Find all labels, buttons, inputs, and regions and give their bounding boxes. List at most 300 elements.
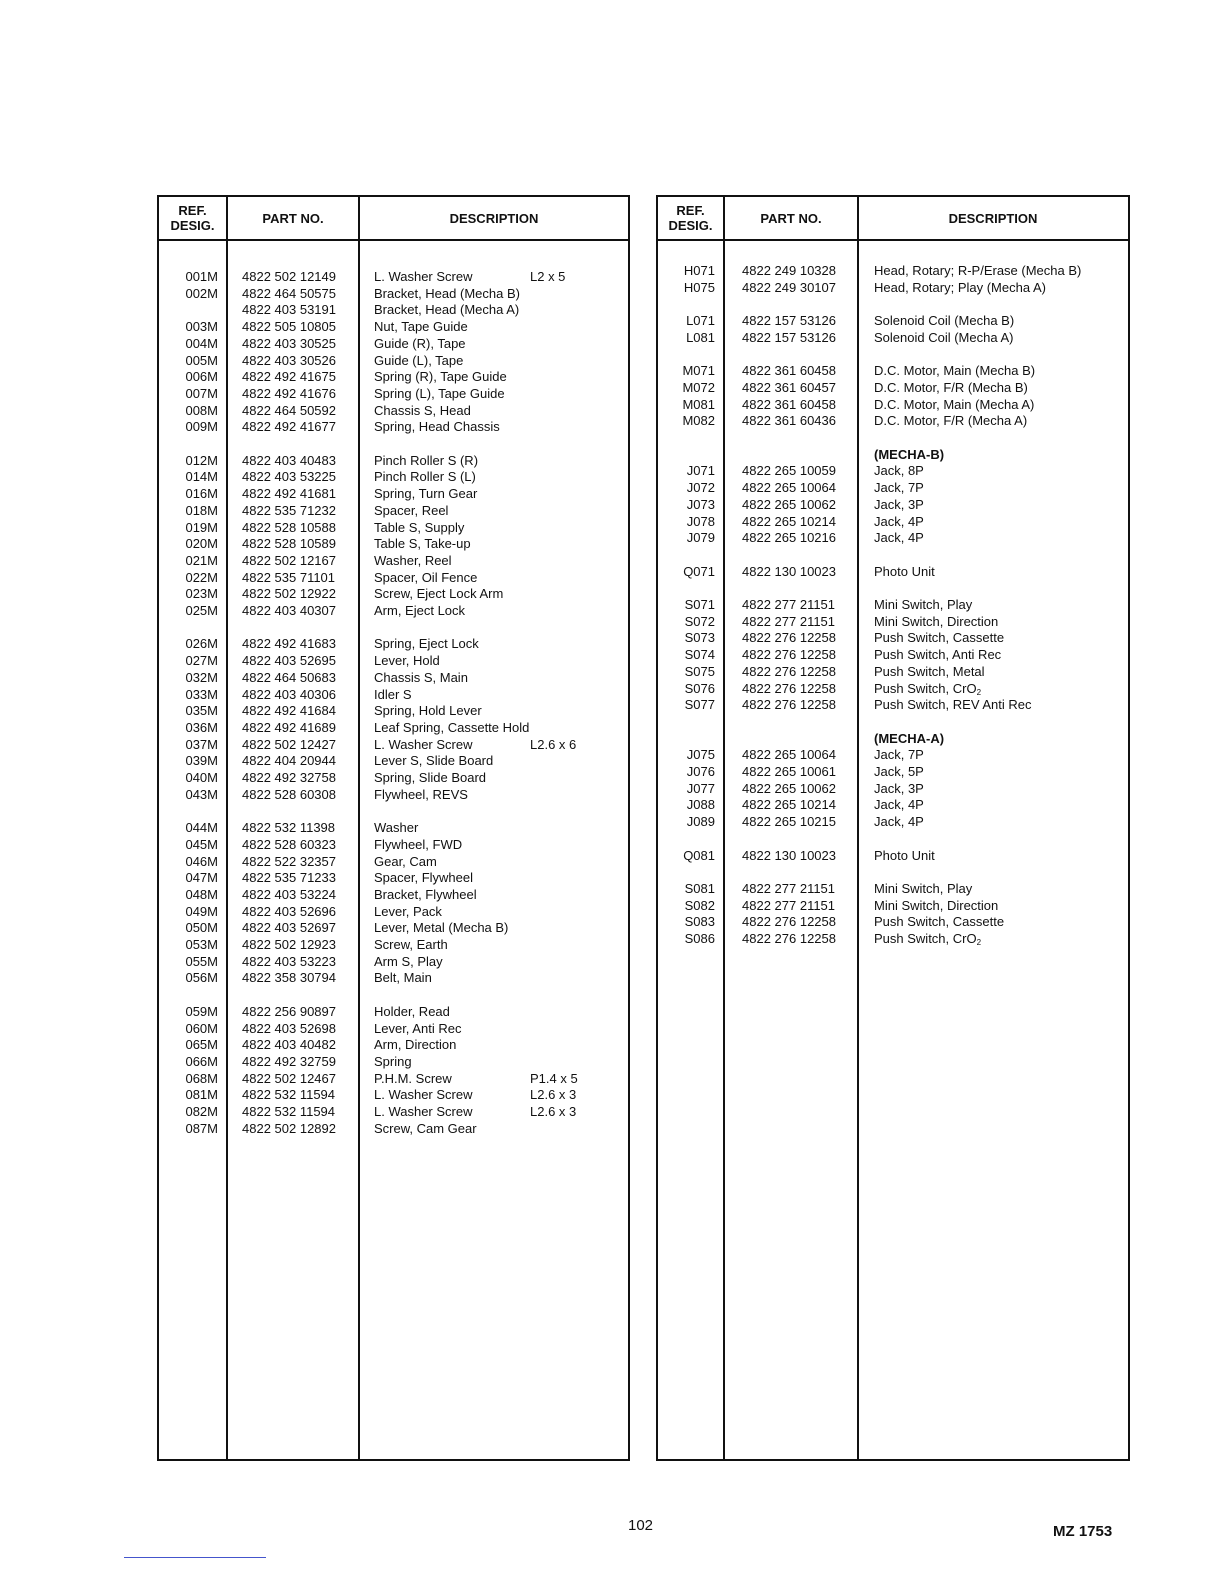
- description-cell: [374, 870, 473, 887]
- table-row: [658, 514, 1128, 531]
- ref-desig-cell: J072: [686, 480, 715, 496]
- part-number-cell: 4822 265 10216: [742, 530, 836, 546]
- ref-desig-cell: L071: [686, 313, 715, 329]
- part-number-cell: 4822 502 12149: [242, 269, 336, 284]
- description-text: Solenoid Coil (Mecha A): [874, 329, 1014, 345]
- part-number-cell: 4822 502 12922: [242, 586, 336, 602]
- ref-desig-cell: 005M: [185, 352, 218, 368]
- table-row: [159, 636, 628, 653]
- part-number-cell: 4822 276 12258: [742, 680, 836, 696]
- table-row: [159, 970, 628, 987]
- ref-desig-cell: 001M: [185, 269, 218, 284]
- description-text: Arm S, Play: [374, 953, 443, 969]
- description-text: Bracket, Flywheel: [374, 886, 477, 902]
- table-row: [159, 570, 628, 587]
- description-cell: [374, 1054, 412, 1071]
- description-cell: [374, 1087, 473, 1104]
- part-number-cell: 4822 403 40307: [242, 603, 336, 618]
- part-number-cell: 4822 403 52698: [242, 1020, 336, 1036]
- description-text: Spacer, Oil Fence: [374, 569, 478, 585]
- table-row: [159, 1021, 628, 1038]
- table-row: [159, 319, 628, 336]
- description-cell: [374, 770, 486, 787]
- part-number-cell: 4822 403 52697: [242, 920, 336, 936]
- table-row: [658, 848, 1128, 865]
- ref-desig-cell: 045M: [185, 836, 218, 852]
- description-text: Jack, 7P: [874, 747, 924, 763]
- ref-desig-cell: H075: [683, 279, 715, 295]
- description-text: Spring, Turn Gear: [374, 486, 478, 502]
- table-row: [159, 302, 628, 319]
- ref-desig-cell: S086: [684, 931, 715, 946]
- ref-desig-cell: 055M: [185, 953, 218, 969]
- description-text: Push Switch, REV Anti Rec: [874, 697, 1032, 713]
- description-text: D.C. Motor, F/R (Mecha A): [874, 413, 1028, 429]
- table-row: [159, 887, 628, 904]
- description-cell: [374, 586, 503, 603]
- description-cell: [374, 920, 508, 937]
- ref-desig-cell: J073: [686, 496, 715, 512]
- table-row: [159, 670, 628, 687]
- table-row: [658, 614, 1128, 631]
- table-row: [159, 870, 628, 887]
- ref-desig-cell: 059M: [185, 1003, 218, 1019]
- size-cell: L2.6 x 3: [530, 1087, 577, 1103]
- part-number-cell: 4822 403 40306: [242, 686, 336, 702]
- description-text: Jack, 4P: [874, 797, 924, 813]
- ref-desig-cell: J077: [686, 780, 715, 796]
- table-row: [159, 703, 628, 720]
- description-text: L. Washer Screw: [374, 1087, 473, 1103]
- ref-desig-header: REF. DESIG.: [668, 203, 713, 233]
- description-cell: [374, 369, 507, 386]
- part-number-cell: 4822 464 50683: [242, 669, 336, 685]
- ref-desig-cell: 020M: [185, 536, 218, 552]
- description-text: Head, Rotary; R-P/Erase (Mecha B): [874, 263, 1082, 278]
- description-cell: [374, 386, 505, 403]
- part-number-cell: 4822 276 12258: [742, 697, 836, 713]
- part-number-cell: 4822 265 10214: [742, 513, 836, 529]
- description-cell: [374, 937, 448, 954]
- description-cell: [374, 753, 493, 770]
- table-row: [658, 263, 1128, 280]
- table-row: [658, 280, 1128, 297]
- part-number-cell: 4822 505 10805: [242, 319, 336, 335]
- part-number-cell: 4822 276 12258: [742, 931, 836, 946]
- description-text: Guide (L), Tape: [374, 352, 464, 368]
- table-row: [159, 469, 628, 486]
- part-number-cell: 4822 265 10059: [742, 463, 836, 479]
- table-row: [159, 854, 628, 871]
- description-text: Pinch Roller S (L): [374, 469, 476, 485]
- ref-desig-cell: 007M: [185, 385, 218, 401]
- description-cell: [874, 914, 1004, 931]
- part-number-cell: 4822 277 21151: [742, 897, 836, 913]
- ref-desig-cell: 022M: [185, 569, 218, 585]
- part-number-cell: 4822 403 53225: [242, 469, 336, 485]
- table-row: [658, 797, 1128, 814]
- description-cell: [874, 898, 998, 915]
- part-number-cell: 4822 502 12427: [242, 736, 336, 752]
- description-cell: [874, 614, 998, 631]
- part-number-cell: 4822 492 41677: [242, 419, 336, 435]
- description-cell: [374, 453, 478, 470]
- description-text: D.C. Motor, F/R (Mecha B): [874, 379, 1028, 395]
- part-number-cell: 4822 157 53126: [742, 313, 836, 329]
- description-cell: [874, 263, 1081, 280]
- description-cell: [874, 814, 924, 831]
- description-cell: [374, 887, 477, 904]
- ref-desig-cell: S073: [684, 630, 715, 646]
- table-row: [658, 597, 1128, 614]
- part-number-cell: 4822 535 71101: [242, 569, 336, 585]
- table-row: [159, 1004, 628, 1021]
- ref-desig-cell: 012M: [185, 452, 218, 468]
- table-row: [159, 1121, 628, 1138]
- description-cell: [374, 720, 529, 737]
- description-text: Spring: [374, 1053, 412, 1069]
- description-cell: [874, 697, 1032, 714]
- description-cell: [374, 904, 442, 921]
- description-cell: [874, 313, 1014, 330]
- part-number-cell: 4822 265 10215: [742, 814, 836, 830]
- description-text: Screw, Eject Lock Arm: [374, 586, 504, 602]
- part-number-cell: 4822 358 30794: [242, 970, 336, 986]
- ref-desig-cell: S083: [684, 914, 715, 930]
- description-text: Mini Switch, Direction: [874, 613, 999, 629]
- description-cell: [374, 970, 432, 987]
- table-row: [658, 881, 1128, 898]
- description-cell: [374, 1121, 477, 1138]
- description-header: DESCRIPTION: [948, 210, 1038, 226]
- part-number-cell: 4822 532 11398: [242, 820, 336, 836]
- table-row: [159, 820, 628, 837]
- description-text: Arm, Eject Lock: [374, 603, 466, 618]
- part-number-cell: 4822 256 90897: [242, 1003, 336, 1019]
- description-cell: [874, 931, 981, 948]
- table-row: [658, 630, 1128, 647]
- table-row: [159, 586, 628, 603]
- table-row: [159, 603, 628, 620]
- description-cell: [374, 653, 440, 670]
- ref-desig-cell: Q081: [683, 847, 715, 863]
- description-text: L. Washer Screw: [374, 269, 473, 284]
- subscript: 2: [976, 938, 982, 947]
- table-row: [658, 781, 1128, 798]
- description-text: Jack, 7P: [874, 480, 924, 496]
- part-number-cell: 4822 276 12258: [742, 630, 836, 646]
- description-text: Leaf Spring, Cassette Hold: [374, 719, 530, 735]
- table-row: [159, 286, 628, 303]
- table-row: [159, 1104, 628, 1121]
- part-number-cell: 4822 361 60458: [742, 363, 836, 379]
- ref-desig-cell: S081: [684, 880, 715, 896]
- ref-desig-cell: 037M: [185, 736, 218, 752]
- description-cell: [374, 486, 477, 503]
- ref-desig-cell: S076: [684, 680, 715, 696]
- description-cell: [874, 397, 1034, 414]
- description-text: Jack, 3P: [874, 496, 924, 512]
- part-number-cell: 4822 265 10061: [742, 764, 836, 779]
- table-row: [159, 419, 628, 436]
- ref-desig-cell: 050M: [185, 920, 218, 936]
- description-cell: [374, 503, 448, 520]
- part-number-cell: 4822 130 10023: [742, 847, 836, 863]
- table-row: [658, 764, 1128, 781]
- part-number-cell: 4822 403 40483: [242, 452, 336, 468]
- ref-desig-cell: S072: [684, 613, 715, 629]
- description-text: Jack, 4P: [874, 513, 924, 529]
- part-number-cell: 4822 492 41676: [242, 385, 336, 401]
- table-row: [159, 753, 628, 770]
- description-text: Washer: [374, 820, 419, 836]
- description-cell: [374, 1037, 456, 1054]
- table-row: [159, 904, 628, 921]
- description-cell: [874, 781, 924, 798]
- ref-desig-cell: 087M: [185, 1120, 218, 1136]
- table-row: [159, 1087, 628, 1104]
- description-cell: [374, 854, 437, 871]
- description-text: Push Switch, CrO: [874, 931, 977, 946]
- table-row: [658, 931, 1128, 948]
- description-cell: [374, 536, 471, 553]
- table-row: [159, 770, 628, 787]
- description-cell: [374, 1104, 473, 1121]
- description-text: P.H.M. Screw: [374, 1070, 452, 1086]
- table-row: [159, 336, 628, 353]
- description-text: L. Washer Screw: [374, 736, 473, 752]
- table-row: [159, 653, 628, 670]
- table-row: [159, 453, 628, 470]
- description-text: D.C. Motor, Main (Mecha B): [874, 363, 1036, 379]
- ref-desig-cell: 023M: [185, 586, 218, 602]
- description-cell: [374, 703, 482, 720]
- table-row: [658, 463, 1128, 480]
- description-text: Spring, Eject Lock: [374, 636, 479, 652]
- part-number-cell: 4822 249 30107: [742, 279, 836, 295]
- ref-desig-cell: 002M: [185, 285, 218, 301]
- part-number-cell: 4822 403 30525: [242, 335, 336, 351]
- table-row: [159, 503, 628, 520]
- table-row: [658, 413, 1128, 430]
- part-number-cell: 4822 528 60323: [242, 836, 336, 852]
- table-row: [658, 814, 1128, 831]
- description-cell: [874, 647, 1001, 664]
- part-number-cell: 4822 403 52695: [242, 653, 336, 669]
- ref-desig-cell: S074: [684, 647, 715, 663]
- description-text: Spacer, Flywheel: [374, 870, 473, 886]
- description-text: Jack, 4P: [874, 814, 924, 830]
- part-number-cell: 4822 404 20944: [242, 753, 336, 769]
- description-text: Chassis S, Head: [374, 402, 471, 418]
- description-cell: [874, 764, 924, 781]
- description-text: Belt, Main: [374, 970, 432, 986]
- description-cell: [874, 664, 985, 681]
- table-row: [159, 787, 628, 804]
- table-row: [159, 386, 628, 403]
- part-number-cell: 4822 403 52696: [242, 903, 336, 919]
- description-cell: [874, 330, 1013, 347]
- description-cell: [374, 737, 473, 754]
- ref-desig-cell: 033M: [185, 686, 218, 702]
- table-row: [658, 313, 1128, 330]
- part-number-cell: 4822 277 21151: [742, 597, 836, 612]
- description-cell: [874, 848, 935, 865]
- ref-desig-cell: Q071: [683, 563, 715, 579]
- description-cell: [874, 363, 1035, 380]
- description-cell: [374, 1071, 452, 1088]
- description-text: Spring, Head Chassis: [374, 419, 500, 435]
- part-number-cell: 4822 502 12167: [242, 552, 336, 568]
- ref-desig-cell: S075: [684, 663, 715, 679]
- part-number-cell: 4822 361 60458: [742, 396, 836, 412]
- description-header: DESCRIPTION: [449, 210, 539, 226]
- description-cell: [374, 553, 452, 570]
- table-row: [159, 720, 628, 737]
- ref-desig-cell: 047M: [185, 870, 218, 886]
- description-cell: [374, 403, 471, 420]
- part-number-cell: 4822 276 12258: [742, 647, 836, 663]
- description-text: Jack, 8P: [874, 463, 924, 479]
- ref-desig-cell: 025M: [185, 603, 218, 618]
- ref-desig-header: REF. DESIG.: [170, 203, 215, 233]
- description-cell: [874, 514, 924, 531]
- ref-desig-cell: 003M: [185, 319, 218, 335]
- description-text: Spacer, Reel: [374, 502, 449, 518]
- description-text: Mini Switch, Direction: [874, 897, 999, 913]
- ref-desig-cell: 040M: [185, 770, 218, 785]
- description-text: Lever, Metal (Mecha B): [374, 920, 509, 936]
- part-number-cell: 4822 361 60436: [742, 413, 836, 429]
- table-row: [658, 363, 1128, 380]
- ref-desig-cell: 008M: [185, 402, 218, 418]
- description-text: Holder, Read: [374, 1003, 450, 1019]
- description-text: Jack, 5P: [874, 764, 924, 779]
- part-number-cell: 4822 265 10064: [742, 747, 836, 763]
- ref-desig-cell: 082M: [185, 1104, 218, 1119]
- description-cell: [374, 837, 462, 854]
- part-number-cell: 4822 492 32758: [242, 770, 336, 785]
- ref-desig-cell: 018M: [185, 502, 218, 518]
- description-text: Spring (L), Tape Guide: [374, 385, 505, 401]
- ref-desig-cell: 004M: [185, 335, 218, 351]
- part-number-cell: 4822 492 41681: [242, 486, 336, 502]
- description-cell: [374, 319, 468, 336]
- table-row: [159, 1071, 628, 1088]
- description-text: Lever, Pack: [374, 903, 442, 919]
- ref-desig-cell: J088: [686, 797, 715, 813]
- table-row: [658, 397, 1128, 414]
- part-number-cell: 4822 532 11594: [242, 1104, 336, 1119]
- part-number-cell: 4822 277 21151: [742, 613, 836, 629]
- description-text: Table S, Take-up: [374, 536, 471, 552]
- description-text: Gear, Cam: [374, 853, 437, 869]
- ref-desig-cell: M081: [682, 396, 715, 412]
- description-text: Nut, Tape Guide: [374, 319, 468, 335]
- part-number-cell: 4822 464 50575: [242, 285, 336, 301]
- ref-desig-cell: 046M: [185, 853, 218, 869]
- description-cell: [874, 564, 935, 581]
- ref-desig-cell: 060M: [185, 1020, 218, 1036]
- description-cell: [374, 820, 418, 837]
- description-text: L. Washer Screw: [374, 1104, 473, 1119]
- table-row: [159, 269, 628, 286]
- ref-desig-cell: S071: [684, 597, 715, 612]
- table-row: [658, 747, 1128, 764]
- part-number-cell: 4822 502 12467: [242, 1070, 336, 1086]
- part-number-cell: 4822 532 11594: [242, 1087, 336, 1103]
- table-row: [159, 353, 628, 370]
- ref-desig-cell: J071: [686, 463, 715, 479]
- description-text: Flywheel, REVS: [374, 786, 468, 802]
- description-text: Bracket, Head (Mecha A): [374, 302, 520, 318]
- part-number-cell: 4822 535 71232: [242, 502, 336, 518]
- description-text: Bracket, Head (Mecha B): [374, 285, 520, 301]
- table-row: [658, 480, 1128, 497]
- part-number-cell: 4822 361 60457: [742, 379, 836, 395]
- part-number-cell: 4822 502 12892: [242, 1120, 336, 1136]
- table-row: [658, 647, 1128, 664]
- part-number-cell: 4822 277 21151: [742, 880, 836, 896]
- part-number-cell: 4822 157 53126: [742, 329, 836, 345]
- part-number-cell: 4822 502 12923: [242, 937, 336, 952]
- page-number: 102: [628, 1517, 654, 1534]
- description-cell: [374, 570, 477, 587]
- table-row: [658, 681, 1128, 698]
- part-number-cell: 4822 492 41675: [242, 369, 336, 385]
- description-cell: [374, 269, 473, 286]
- description-text: Spring (R), Tape Guide: [374, 369, 507, 385]
- description-cell: [874, 480, 924, 497]
- description-text: Push Switch, Cassette: [874, 630, 1005, 646]
- ref-desig-cell: H071: [683, 263, 715, 278]
- table-row: [658, 564, 1128, 581]
- part-number-cell: 4822 522 32357: [242, 853, 336, 869]
- table-row: [658, 697, 1128, 714]
- part-number-cell: 4822 130 10023: [742, 563, 836, 579]
- table-row: [658, 497, 1128, 514]
- description-cell: [374, 419, 500, 436]
- description-cell: [874, 630, 1004, 647]
- ref-desig-cell: 014M: [185, 469, 218, 485]
- description-text: Screw, Earth: [374, 937, 448, 952]
- description-cell: [374, 1021, 461, 1038]
- description-text: Arm, Direction: [374, 1037, 457, 1053]
- part-number-cell: 4822 276 12258: [742, 663, 836, 679]
- part-number-cell: 4822 492 41689: [242, 719, 336, 735]
- ref-desig-cell: M072: [682, 379, 715, 395]
- ref-desig-cell: 032M: [185, 669, 218, 685]
- part-number-cell: 4822 535 71233: [242, 870, 336, 886]
- section-heading: (MECHA-B): [874, 446, 945, 462]
- description-cell: [374, 670, 468, 687]
- table-row: [159, 486, 628, 503]
- description-cell: [374, 286, 520, 303]
- description-cell: [374, 687, 412, 704]
- description-cell: [874, 797, 924, 814]
- description-text: Jack, 3P: [874, 780, 924, 796]
- part-number-cell: 4822 528 10589: [242, 536, 336, 552]
- ref-desig-cell: J075: [686, 747, 715, 763]
- description-text: Photo Unit: [874, 847, 935, 863]
- description-text: Lever, Anti Rec: [374, 1020, 462, 1036]
- table-row: [658, 330, 1128, 347]
- description-cell: [374, 954, 443, 971]
- ref-desig-cell: 039M: [185, 753, 218, 769]
- ref-desig-cell: J076: [686, 764, 715, 779]
- part-number-cell: 4822 528 10588: [242, 519, 336, 535]
- description-cell: [874, 747, 924, 764]
